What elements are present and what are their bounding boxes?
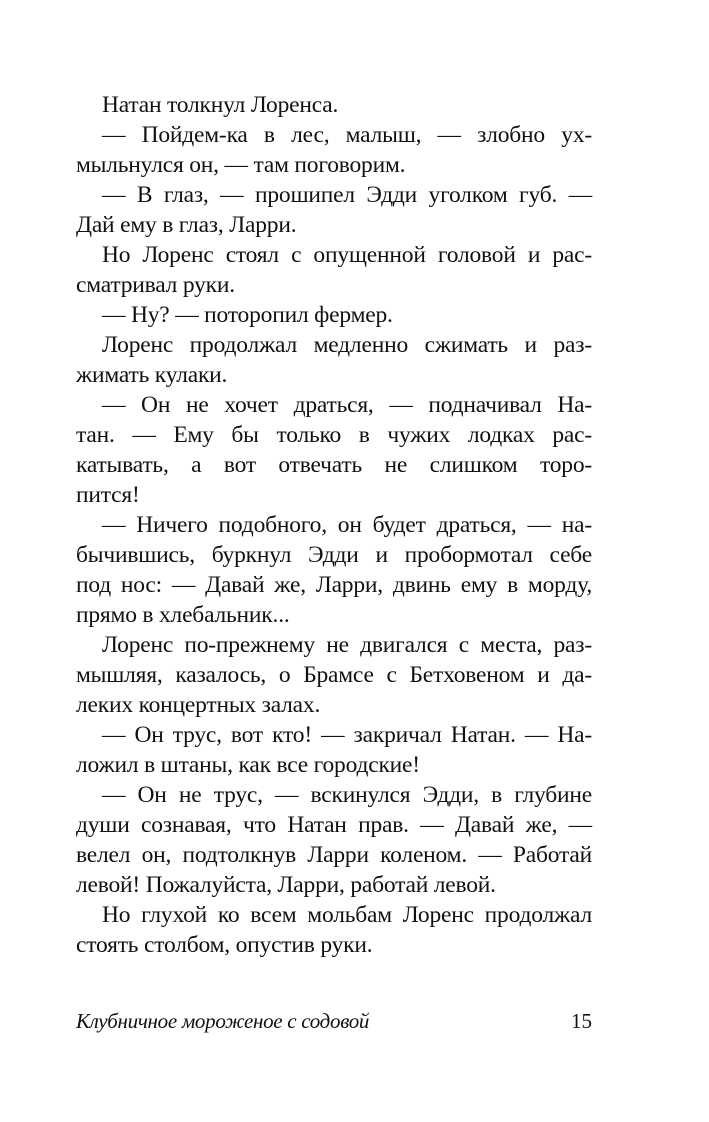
text-line: левой! Пожалуйста, Ларри, работай левой. — [76, 872, 496, 898]
text-line: под нос: — Давай же, Ларри, двинь ему в морду, — [76, 572, 592, 598]
text-line: Но глухой ко всем мольбам Лоренс продолжал — [102, 902, 592, 928]
text-line: — Он не хочет драться, — подначивал На- — [102, 392, 592, 418]
text-line: ложил в штаны, как все городские! — [76, 752, 420, 778]
text-line: — Ну? — поторопил фермер. — [102, 302, 393, 328]
text-line: Дай ему в глаз, Ларри. — [76, 212, 297, 238]
text-line: леких концертных залах. — [76, 692, 321, 718]
text-line: — Ничего подобного, он будет драться, — на- — [102, 512, 592, 538]
text-line: тан. — Ему бы только в чужих лодках рас- — [76, 422, 592, 448]
text-line: жимать кулаки. — [76, 362, 228, 388]
text-line: прямо в хлебальник... — [76, 602, 290, 628]
text-line: велел он, подтолкнув Ларри коленом. — Работай — [76, 842, 592, 868]
page-number: 15 — [571, 1009, 592, 1033]
text-line: Натан толкнул Лоренса. — [102, 92, 339, 118]
running-title: Клубничное мороженое с содовой — [76, 1009, 370, 1033]
text-line: катывать, а вот отвечать не слишком торо- — [76, 452, 592, 478]
text-line: — Он трус, вот кто! — закричал Натан. — На- — [102, 722, 592, 748]
text-line: мыльнулся он, — там поговорим. — [76, 152, 406, 178]
text-line: Лоренс продолжал медленно сжимать и раз- — [102, 332, 592, 358]
text-line: стоять столбом, опустив руки. — [76, 932, 373, 958]
text-line: — В глаз, — прошипел Эдди уголком губ. — — [102, 182, 592, 208]
page-text — [76, 90, 592, 960]
text-line: — Пойдем-ка в лес, малыш, — злобно ух- — [102, 122, 592, 148]
text-line: Лоренс по-прежнему не двигался с места, раз- — [102, 632, 592, 658]
text-line: мышляя, казалось, о Брамсе с Бетховеном и да- — [76, 662, 592, 688]
page-footer — [76, 1006, 592, 1036]
text-line: души сознавая, что Натан прав. — Давай же, — — [76, 812, 592, 838]
text-line: — Он не трус, — вскинулся Эдди, в глубине — [102, 782, 592, 808]
text-line: Но Лоренс стоял с опущенной головой и рас- — [102, 242, 592, 268]
text-line: пится! — [76, 482, 140, 508]
text-line: бычившись, буркнул Эдди и пробормотал себе — [76, 542, 592, 568]
text-line: сматривал руки. — [76, 272, 235, 298]
